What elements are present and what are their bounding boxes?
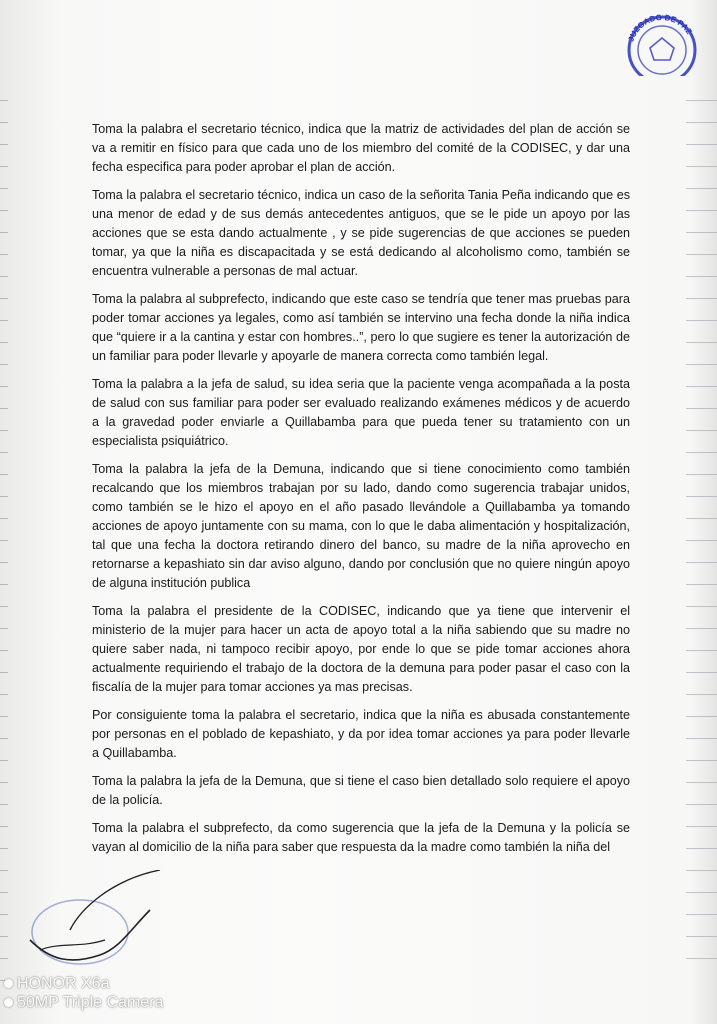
paragraph: Toma la palabra el secretario técnico, indica un caso de la señorita Tania Peña indicando que es una menor de edad y de sus demás antecedentes antiguos, que se le pide un apoyo por las acciones que se esta dando actualmente , y se pide sugerencias de que acciones se pueden tomar, ya que la niña es discapacitada y se está dedicando al alcoholismo como, también se encuentra vulnerable a personas de mal actuar. (92, 188, 630, 278)
official-stamp (618, 14, 702, 76)
paragraph: Toma la palabra la jefa de la Demuna, indicando que si tiene conocimiento como también recalcando que los miembros trabajan por su lado, dando como sugerencia trabajar unidos, como también se le hizo el apoyo en el año pasado llevándole a Quillabamba ya tomando acciones de apoyo juntamente con su mama, con lo que le daba alimentación y hospitalización, tal que una fecha la doctora retirando dinero del banco, su madre de la niña aprovecho en retornarse a kepashiato sin dar aviso alguno, dando por conclusión que no quiere ningún apoyo de alguna institución publica (92, 462, 630, 590)
paragraph: Toma la palabra al subprefecto, indicando que este caso se tendría que tener mas pruebas para poder tomar acciones ya legales, como así también se intervino una fecha donde la niña indica que “quiere ir a la cantina y estar con hombres..”, pero lo que sugiere es tener la autorización de un familiar para poder llevarle y apoyarle de manera correcta como también legal. (92, 292, 630, 363)
circle-icon (4, 979, 13, 988)
paragraph: Por consiguiente toma la palabra el secretario, indica que la niña es abusada constantemente por personas en el poblado de kepashiato, y da por idea tomar acciones ya para poder llevarle a Quillabamba. (92, 708, 630, 760)
right-margin-ruling (686, 100, 717, 980)
watermark-line1: HONOR X6a (17, 975, 110, 992)
stamp-text: JUZGADO DE PAZ (626, 14, 694, 43)
signature-seal (10, 870, 170, 990)
paragraph: Toma la palabra la jefa de la Demuna, que si tiene el caso bien detallado solo requiere el apoyo de la policía. (92, 774, 630, 807)
left-margin-ruling (0, 100, 8, 1000)
camera-watermark (4, 974, 163, 1012)
paragraph: Toma la palabra el secretario técnico, indica que la matriz de actividades del plan de acción se va a remitir en físico para que cada uno de los miembro del comité de la CODISEC, y dar una fecha especifica para poder aprobar el plan de acción. (92, 122, 630, 174)
paragraph: Toma la palabra el subprefecto, da como sugerencia que la jefa de la Demuna y la policía se vayan al domicilio de la niña para saber que respuesta da la madre como también la niña del (92, 821, 630, 854)
watermark-line2: 50MP Triple Camera (17, 994, 164, 1011)
paragraph: Toma la palabra el presidente de la CODISEC, indicando que ya tiene que intervenir el ministerio de la mujer para hacer un acta de apoyo total a la niña sabiendo que su madre no quiere saber nada, ni tampoco recibir apoyo, por ende lo que se pide tomar acciones ahora actualmente requiriendo el trabajo de la doctora de la demuna para poder pasar el caso con la fiscalía de la mujer para tomar acciones ya mas precisas. (92, 604, 630, 694)
circle-icon (4, 998, 13, 1007)
paragraph: Toma la palabra a la jefa de salud, su idea seria que la paciente venga acompañada a la posta de salud con sus familiar para poder ser evaluado realizando exámenes médicos y de acuerdo a la gravedad poder enviarle a Quillabamba para que pueda tener su tratamiento con un especialista psiquiátrico. (92, 377, 630, 448)
document-body (92, 120, 630, 866)
